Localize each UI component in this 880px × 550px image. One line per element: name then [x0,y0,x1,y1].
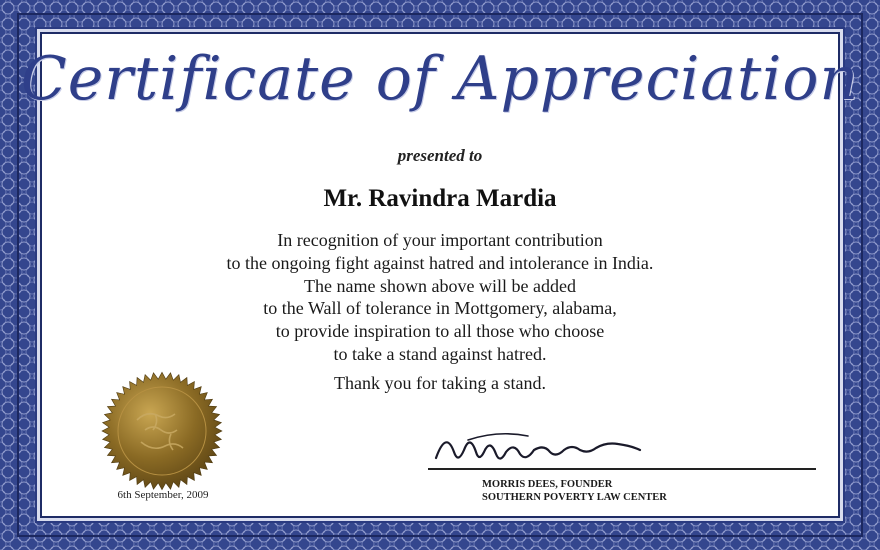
recognition-line: In recognition of your important contribution [277,230,603,250]
presented-to-label: presented to [397,146,483,165]
signatory-name-title: MORRIS DEES, FOUNDER [482,479,613,490]
recognition-line: to provide inspiration to all those who choose [275,321,605,342]
recipient-name: Mr. Ravindra Mardia [323,185,557,212]
issue-date: 6th September, 2009 [117,489,209,501]
signatory-block [482,478,667,504]
recognition-line: to take a stand against hatred. [333,343,547,364]
recognition-line: to the ongoing fight against hatred and intolerance in India. [226,252,654,273]
certificate-title: Certificate of Appreciation [20,44,860,114]
signature-line [428,468,816,470]
signatory-organization: SOUTHERN POVERTY LAW CENTER [482,492,667,503]
thanks-text: Thank you for taking a stand. [334,373,546,393]
recognition-text [0,229,880,366]
recognition-line: to the Wall of tolerance in Mottgomery, alabama, [263,298,617,319]
handwritten-signature [428,428,698,472]
recognition-line: The name shown above will be added [304,275,576,296]
gold-foil-seal-icon [97,370,227,492]
